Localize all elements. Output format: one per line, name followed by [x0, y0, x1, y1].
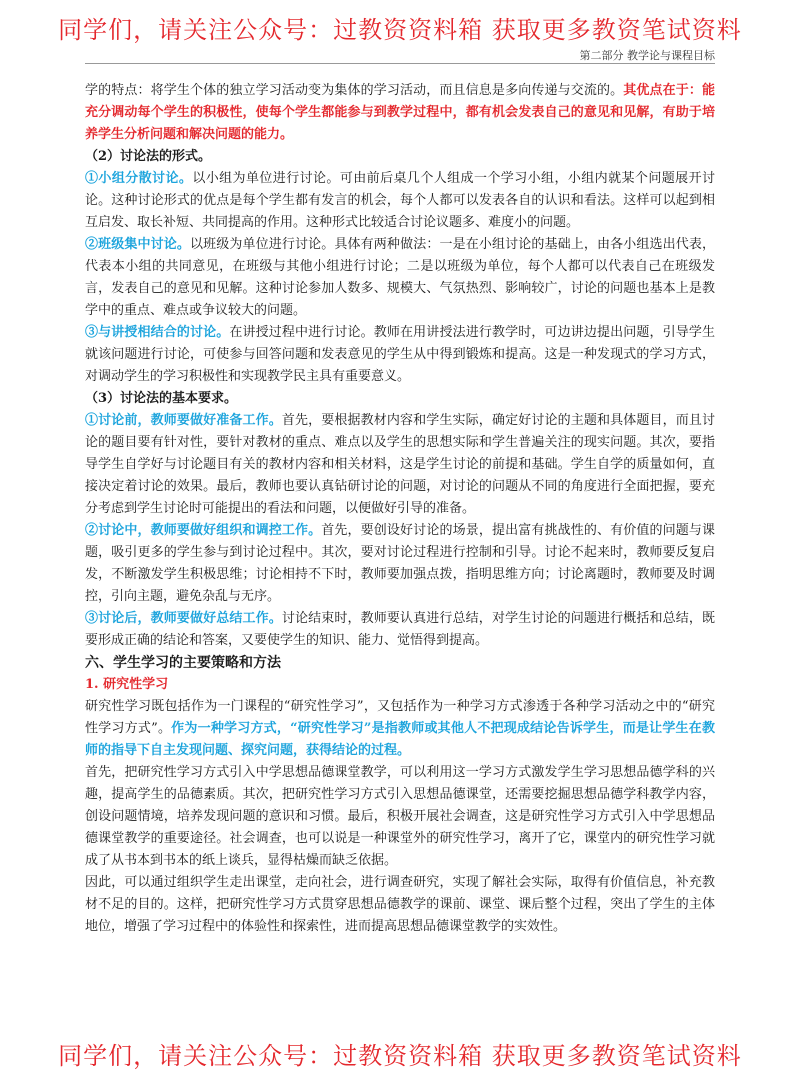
heading-discussion-forms: （2）讨论法的形式。 [85, 149, 212, 164]
paragraph-research-definition: 研究性学习既包括作为一门课程的“研究性学习”，又包括作为一种学习方式渗透于各种学习活动之中的“研究性学习方式”。作为一种学习方式，“研究性学习”是指教师或其他人不把现成结论告诉学生，而是让学生在教师的指导下自主发现问题、探究问题，获得结论的过程。 [85, 699, 715, 758]
paragraph-before-discussion: ①讨论前，教师要做好准备工作。首先，要根据教材内容和学生实际，确定好讨论的主题和具体题目，而且讨论的题目要有针对性，要针对教材的重点、难点以及学生的思想实际和学生普遍关注的现实问题。其次，要指导学生自学好与讨论题目有关的教材内容和相关材料，这是学生讨论的前提和基础。学生自学的质量如何，直接决定着讨论的效果。最后，教师也要认真钻研讨论的问题，对讨论的问题从不同的角度进行全面把握，要充分考虑到学生讨论时可能提出的看法和问题，以便做好引导的准备。 [85, 413, 715, 516]
promo-banner-bottom: 同学们，请关注公众号：过教资资料箱 获取更多教资笔试资料 [58, 1042, 742, 1070]
paragraph-research-application: 首先，把研究性学习方式引入中学思想品德课堂教学，可以利用这一学习方式激发学生学习思想品德学科的兴趣，提高学生的品德素质。其次，把研究性学习方式引入思想品德课堂，还需要挖掘思想品德学科教学内容，创设问题情境，培养发现问题的意识和习惯。最后，积极开展社会调查，这是研究性学习方式引入中学思想品德课堂教学的重要途径。社会调查，也可以说是一种课堂外的研究性学习，离开了它，课堂内的研究性学习就成了从书本到书本的纸上谈兵，显得枯燥而缺乏依据。 [85, 765, 715, 868]
page-header: 第二部分 教学论与课程目标 [579, 49, 715, 62]
highlight-lecture-discussion: ③与讲授相结合的讨论。 [85, 325, 230, 340]
paragraph-discussion-features: 学的特点：将学生个体的独立学习活动变为集体的学习活动，而且信息是多向传递与交流的。其优点在于：能充分调动每个学生的积极性，使每个学生都能参与到教学过程中，都有机会发表自己的意见和见解，有助于培养学生分析问题和解决问题的能力。 [85, 83, 715, 142]
section-title-learning-strategies: 六、学生学习的主要策略和方法 [85, 655, 281, 671]
paragraph-research-conclusion: 因此，可以通过组织学生走出课堂，走向社会，进行调查研究，实现了解社会实际，取得有价值信息，补充教材不足的目的。这样，把研究性学习方式贯穿思想品德教学的课前、课堂、课后整个过程，突出了学生的主体地位，增强了学习过程中的体验性和探索性，进而提高思想品德课堂教学的实效性。 [85, 875, 715, 934]
paragraph-lecture-discussion: ③与讲授相结合的讨论。在讲授过程中进行讨论。教师在用讲授法进行教学时，可边讲边提出问题，引导学生就该问题进行讨论，可使参与回答问题和发表意见的学生从中得到锻炼和提高。这是一种发现式的学习方式，对调动学生的学习积极性和实现教学民主具有重要意义。 [85, 325, 715, 384]
heading-basic-requirements: （3）讨论法的基本要求。 [85, 391, 238, 406]
highlight-during-discussion: ②讨论中，教师要做好组织和调控工作。 [85, 523, 322, 538]
highlight-after-discussion: ③讨论后，教师要做好总结工作。 [85, 611, 282, 626]
subsection-title-research-learning: 1. 研究性学习 [85, 677, 169, 692]
highlight-class-discussion: ②班级集中讨论。 [85, 237, 191, 252]
paragraph-class-discussion: ②班级集中讨论。以班级为单位进行讨论。具体有两种做法：一是在小组讨论的基础上，由各小组选出代表，代表本小组的共同意见，在班级与其他小组进行讨论；二是以班级为单位，每个人都可以代表自己在班级发言，发表自己的意见和见解。这种讨论参加人数多、规模大、气氛热烈、影响较广，讨论的问题也基本上是教学中的重点、难点或争议较大的问题。 [85, 237, 715, 318]
paragraph-group-discussion: ①小组分散讨论。以小组为单位进行讨论。可由前后桌几个人组成一个学习小组，小组内就某个问题展开讨论。这种讨论形式的优点是每个学生都有发言的机会，每个人都可以发表各自的认识和看法。这样可以起到相互启发、取长补短、共同提高的作用。这种形式比较适合讨论议题多、难度小的问题。 [85, 171, 715, 230]
paragraph-after-discussion: ③讨论后，教师要做好总结工作。讨论结束时，教师要认真进行总结，对学生讨论的问题进行概括和总结，既要形成正确的结论和答案，又要使学生的知识、能力、觉悟得到提高。 [85, 611, 715, 648]
document-body [85, 80, 715, 938]
highlight-group-discussion: ①小组分散讨论。 [85, 171, 193, 186]
promo-banner-top: 同学们，请关注公众号：过教资资料箱 获取更多教资笔试资料 [58, 16, 742, 44]
paragraph-during-discussion: ②讨论中，教师要做好组织和调控工作。首先，要创设好讨论的场景，提出富有挑战性的、有价值的问题与课题，吸引更多的学生参与到讨论过程中。其次，要对讨论过程进行控制和引导。讨论不起来时，教师要反复启发，不断激发学生积极思维；讨论相持不下时，教师要加强点拨，指明思维方向；讨论离题时，教师要及时调控，引向主题，避免杂乱与无序。 [85, 523, 715, 604]
highlight-before-discussion: ①讨论前，教师要做好准备工作。 [85, 413, 282, 428]
highlight-advantages: 其优点在于：能充分调动每个学生的积极性，使每个学生都能参与到教学过程中，都有机会发表自己的意见和见解，有助于培养学生分析问题和解决问题的能力。 [85, 83, 715, 142]
highlight-research-definition: 作为一种学习方式，“研究性学习”是指教师或其他人不把现成结论告诉学生，而是让学生在教师的指导下自主发现问题、探究问题，获得结论的过程。 [85, 721, 715, 758]
header-divider [85, 63, 715, 64]
